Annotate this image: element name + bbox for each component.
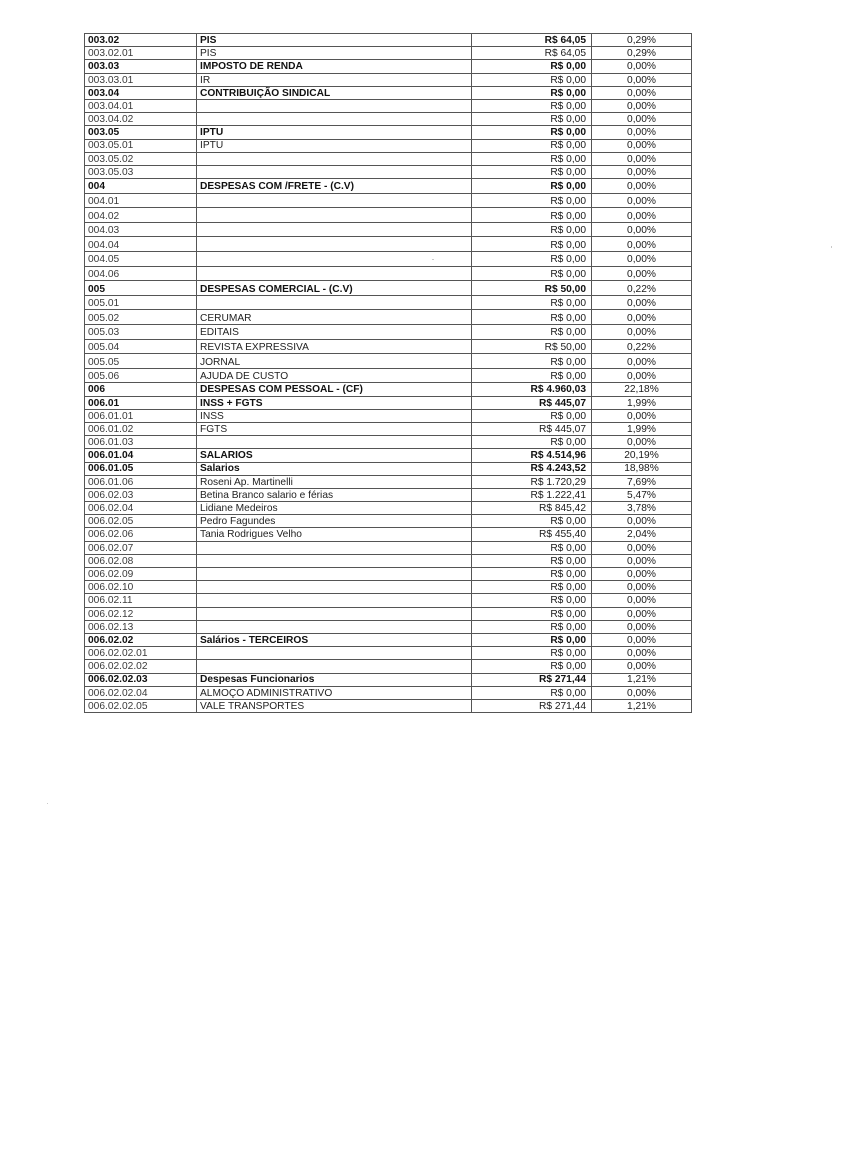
row-percent: 0,00% — [592, 620, 692, 633]
table-row — [85, 436, 692, 449]
row-description — [197, 581, 472, 594]
row-code: 003.04.01 — [85, 99, 197, 112]
row-code: 006.02.06 — [85, 528, 197, 541]
row-value: R$ 0,00 — [472, 436, 592, 449]
row-description: Salarios — [197, 462, 472, 475]
row-percent: 0,00% — [592, 594, 692, 607]
row-description: FGTS — [197, 422, 472, 435]
row-code: 006.02.11 — [85, 594, 197, 607]
row-percent: 5,47% — [592, 488, 692, 501]
row-value: R$ 0,00 — [472, 647, 592, 660]
row-code: 004.06 — [85, 266, 197, 281]
row-code: 006.02.05 — [85, 515, 197, 528]
scan-speck — [831, 246, 832, 248]
row-description: INSS — [197, 409, 472, 422]
table-row — [85, 126, 692, 139]
table-row — [85, 208, 692, 223]
row-code: 003.04 — [85, 86, 197, 99]
row-code: 003.05 — [85, 126, 197, 139]
row-value: R$ 4.514,96 — [472, 449, 592, 462]
table-row — [85, 568, 692, 581]
row-code: 006.01.03 — [85, 436, 197, 449]
row-description: CERUMAR — [197, 310, 472, 325]
row-percent: 1,21% — [592, 699, 692, 712]
row-percent: 0,00% — [592, 515, 692, 528]
row-description: SALARIOS — [197, 449, 472, 462]
row-percent: 1,21% — [592, 673, 692, 686]
row-code: 005.05 — [85, 354, 197, 369]
row-code: 006 — [85, 383, 197, 396]
table-row — [85, 488, 692, 501]
row-code: 006.02.04 — [85, 502, 197, 515]
row-description: Salários - TERCEIROS — [197, 633, 472, 646]
row-code: 005.02 — [85, 310, 197, 325]
row-code: 005.04 — [85, 339, 197, 354]
row-percent: 0,00% — [592, 208, 692, 223]
row-value: R$ 445,07 — [472, 396, 592, 409]
row-description: IPTU — [197, 126, 472, 139]
row-description: Tania Rodrigues Velho — [197, 528, 472, 541]
row-code: 004.04 — [85, 237, 197, 252]
row-description — [197, 222, 472, 237]
row-percent: 0,29% — [592, 34, 692, 47]
row-value: R$ 0,00 — [472, 325, 592, 340]
row-description: DESPESAS COM /FRETE - (C.V) — [197, 179, 472, 194]
row-value: R$ 0,00 — [472, 126, 592, 139]
table-row — [85, 99, 692, 112]
row-value: R$ 0,00 — [472, 99, 592, 112]
row-description — [197, 660, 472, 673]
row-value: R$ 50,00 — [472, 339, 592, 354]
row-description — [197, 647, 472, 660]
row-value: R$ 0,00 — [472, 607, 592, 620]
row-description: Despesas Funcionarios — [197, 673, 472, 686]
row-code: 005.06 — [85, 368, 197, 383]
row-code: 004.05 — [85, 252, 197, 267]
row-description — [197, 295, 472, 310]
row-description — [197, 252, 472, 267]
row-percent: 0,00% — [592, 325, 692, 340]
table-row — [85, 252, 692, 267]
row-description: AJUDA DE CUSTO — [197, 368, 472, 383]
table-row — [85, 541, 692, 554]
row-description: Lidiane Medeiros — [197, 502, 472, 515]
row-percent: 0,00% — [592, 179, 692, 194]
row-percent: 0,00% — [592, 647, 692, 660]
table-row — [85, 633, 692, 646]
expense-sheet — [84, 33, 691, 713]
table-row — [85, 47, 692, 60]
row-description: INSS + FGTS — [197, 396, 472, 409]
row-code: 003.03.01 — [85, 73, 197, 86]
row-code: 006.02.13 — [85, 620, 197, 633]
table-row — [85, 139, 692, 152]
row-percent: 3,78% — [592, 502, 692, 515]
row-code: 006.01.02 — [85, 422, 197, 435]
table-row — [85, 554, 692, 567]
scan-speck — [432, 259, 434, 260]
row-value: R$ 4.243,52 — [472, 462, 592, 475]
row-description: JORNAL — [197, 354, 472, 369]
table-row — [85, 409, 692, 422]
table-row — [85, 310, 692, 325]
row-value: R$ 0,00 — [472, 568, 592, 581]
row-code: 006.02.09 — [85, 568, 197, 581]
row-percent: 0,00% — [592, 436, 692, 449]
table-row — [85, 607, 692, 620]
row-description — [197, 620, 472, 633]
row-code: 006.02.02 — [85, 633, 197, 646]
row-description — [197, 436, 472, 449]
row-percent: 0,00% — [592, 568, 692, 581]
row-percent: 22,18% — [592, 383, 692, 396]
row-percent: 0,00% — [592, 686, 692, 699]
row-description — [197, 113, 472, 126]
row-value: R$ 0,00 — [472, 354, 592, 369]
row-percent: 0,00% — [592, 237, 692, 252]
row-description: EDITAIS — [197, 325, 472, 340]
row-percent: 0,00% — [592, 222, 692, 237]
row-description: REVISTA EXPRESSIVA — [197, 339, 472, 354]
table-row — [85, 383, 692, 396]
row-percent: 0,29% — [592, 47, 692, 60]
row-code: 004.03 — [85, 222, 197, 237]
row-code: 005 — [85, 281, 197, 296]
row-code: 006.02.02.01 — [85, 647, 197, 660]
row-code: 003.05.03 — [85, 165, 197, 178]
row-value: R$ 0,00 — [472, 633, 592, 646]
table-row — [85, 673, 692, 686]
row-percent: 0,00% — [592, 607, 692, 620]
row-value: R$ 0,00 — [472, 554, 592, 567]
row-percent: 0,00% — [592, 99, 692, 112]
row-description: Betina Branco salario e férias — [197, 488, 472, 501]
row-description — [197, 208, 472, 223]
row-code: 006.02.02.05 — [85, 699, 197, 712]
row-code: 006.01.05 — [85, 462, 197, 475]
row-value: R$ 455,40 — [472, 528, 592, 541]
row-description: ALMOÇO ADMINISTRATIVO — [197, 686, 472, 699]
row-value: R$ 1.222,41 — [472, 488, 592, 501]
row-value: R$ 1.720,29 — [472, 475, 592, 488]
row-percent: 0,00% — [592, 581, 692, 594]
table-row — [85, 502, 692, 515]
table-row — [85, 449, 692, 462]
row-value: R$ 0,00 — [472, 310, 592, 325]
row-value: R$ 0,00 — [472, 208, 592, 223]
row-percent: 0,00% — [592, 193, 692, 208]
row-code: 003.05.01 — [85, 139, 197, 152]
expense-table-body — [85, 34, 692, 713]
row-value: R$ 0,00 — [472, 295, 592, 310]
row-percent: 0,00% — [592, 660, 692, 673]
row-percent: 0,00% — [592, 113, 692, 126]
table-row — [85, 660, 692, 673]
table-row — [85, 34, 692, 47]
row-value: R$ 64,05 — [472, 34, 592, 47]
row-percent: 1,99% — [592, 396, 692, 409]
row-value: R$ 0,00 — [472, 179, 592, 194]
row-value: R$ 271,44 — [472, 673, 592, 686]
row-description — [197, 568, 472, 581]
table-row — [85, 73, 692, 86]
table-row — [85, 60, 692, 73]
row-code: 006.02.08 — [85, 554, 197, 567]
row-percent: 0,00% — [592, 126, 692, 139]
table-row — [85, 339, 692, 354]
table-row — [85, 396, 692, 409]
row-value: R$ 0,00 — [472, 515, 592, 528]
table-row — [85, 179, 692, 194]
table-row — [85, 222, 692, 237]
row-percent: 0,00% — [592, 295, 692, 310]
row-percent: 0,00% — [592, 73, 692, 86]
row-code: 006.02.12 — [85, 607, 197, 620]
row-percent: 0,22% — [592, 339, 692, 354]
row-value: R$ 0,00 — [472, 193, 592, 208]
row-percent: 2,04% — [592, 528, 692, 541]
row-description — [197, 99, 472, 112]
row-description — [197, 541, 472, 554]
row-percent: 1,99% — [592, 422, 692, 435]
row-code: 004 — [85, 179, 197, 194]
row-description: Pedro Fagundes — [197, 515, 472, 528]
row-code: 006.02.03 — [85, 488, 197, 501]
row-value: R$ 845,42 — [472, 502, 592, 515]
row-code: 006.02.10 — [85, 581, 197, 594]
row-description — [197, 554, 472, 567]
row-value: R$ 271,44 — [472, 699, 592, 712]
row-code: 006.02.02.04 — [85, 686, 197, 699]
row-percent: 0,00% — [592, 165, 692, 178]
row-value: R$ 0,00 — [472, 686, 592, 699]
row-percent: 0,00% — [592, 541, 692, 554]
row-value: R$ 0,00 — [472, 620, 592, 633]
row-code: 005.03 — [85, 325, 197, 340]
row-value: R$ 0,00 — [472, 222, 592, 237]
table-row — [85, 528, 692, 541]
row-percent: 0,00% — [592, 60, 692, 73]
row-code: 003.04.02 — [85, 113, 197, 126]
row-percent: 7,69% — [592, 475, 692, 488]
row-value: R$ 0,00 — [472, 541, 592, 554]
row-description: VALE TRANSPORTES — [197, 699, 472, 712]
row-code: 004.02 — [85, 208, 197, 223]
row-code: 003.02.01 — [85, 47, 197, 60]
table-row — [85, 193, 692, 208]
row-percent: 0,00% — [592, 266, 692, 281]
row-value: R$ 0,00 — [472, 660, 592, 673]
row-value: R$ 0,00 — [472, 368, 592, 383]
row-description: IPTU — [197, 139, 472, 152]
row-value: R$ 0,00 — [472, 73, 592, 86]
table-row — [85, 354, 692, 369]
table-row — [85, 581, 692, 594]
row-value: R$ 64,05 — [472, 47, 592, 60]
row-percent: 0,22% — [592, 281, 692, 296]
table-row — [85, 594, 692, 607]
row-code: 006.02.07 — [85, 541, 197, 554]
row-value: R$ 0,00 — [472, 252, 592, 267]
row-description: IR — [197, 73, 472, 86]
row-code: 006.02.02.02 — [85, 660, 197, 673]
row-description: DESPESAS COM PESSOAL - (CF) — [197, 383, 472, 396]
row-description: PIS — [197, 47, 472, 60]
row-description — [197, 237, 472, 252]
row-value: R$ 0,00 — [472, 237, 592, 252]
table-row — [85, 152, 692, 165]
row-percent: 0,00% — [592, 310, 692, 325]
row-percent: 0,00% — [592, 152, 692, 165]
row-percent: 0,00% — [592, 139, 692, 152]
row-code: 006.01.06 — [85, 475, 197, 488]
row-value: R$ 0,00 — [472, 581, 592, 594]
table-row — [85, 325, 692, 340]
expense-table — [84, 33, 692, 713]
row-value: R$ 0,00 — [472, 266, 592, 281]
row-value: R$ 0,00 — [472, 139, 592, 152]
table-row — [85, 686, 692, 699]
row-value: R$ 445,07 — [472, 422, 592, 435]
row-percent: 0,00% — [592, 354, 692, 369]
row-value: R$ 0,00 — [472, 86, 592, 99]
row-description — [197, 266, 472, 281]
table-row — [85, 515, 692, 528]
row-value: R$ 50,00 — [472, 281, 592, 296]
row-description — [197, 193, 472, 208]
row-description: IMPOSTO DE RENDA — [197, 60, 472, 73]
row-percent: 0,00% — [592, 86, 692, 99]
row-description — [197, 607, 472, 620]
table-row — [85, 237, 692, 252]
row-percent: 20,19% — [592, 449, 692, 462]
table-row — [85, 475, 692, 488]
row-code: 005.01 — [85, 295, 197, 310]
table-row — [85, 462, 692, 475]
row-value: R$ 0,00 — [472, 409, 592, 422]
table-row — [85, 281, 692, 296]
row-percent: 0,00% — [592, 409, 692, 422]
row-value: R$ 0,00 — [472, 165, 592, 178]
row-percent: 0,00% — [592, 368, 692, 383]
row-code: 006.02.02.03 — [85, 673, 197, 686]
table-row — [85, 165, 692, 178]
table-row — [85, 86, 692, 99]
row-description: PIS — [197, 34, 472, 47]
scan-speck — [47, 803, 48, 804]
row-description: DESPESAS COMERCIAL - (C.V) — [197, 281, 472, 296]
row-code: 003.03 — [85, 60, 197, 73]
table-row — [85, 647, 692, 660]
row-description — [197, 165, 472, 178]
row-value: R$ 0,00 — [472, 594, 592, 607]
row-description — [197, 152, 472, 165]
row-code: 006.01.04 — [85, 449, 197, 462]
row-code: 003.05.02 — [85, 152, 197, 165]
row-percent: 0,00% — [592, 633, 692, 646]
row-code: 004.01 — [85, 193, 197, 208]
row-code: 003.02 — [85, 34, 197, 47]
row-percent: 0,00% — [592, 554, 692, 567]
table-row — [85, 113, 692, 126]
row-percent: 0,00% — [592, 252, 692, 267]
row-percent: 18,98% — [592, 462, 692, 475]
row-value: R$ 0,00 — [472, 152, 592, 165]
row-value: R$ 0,00 — [472, 60, 592, 73]
row-description — [197, 594, 472, 607]
table-row — [85, 699, 692, 712]
table-row — [85, 422, 692, 435]
row-value: R$ 4.960,03 — [472, 383, 592, 396]
table-row — [85, 620, 692, 633]
table-row — [85, 368, 692, 383]
table-row — [85, 266, 692, 281]
table-row — [85, 295, 692, 310]
row-value: R$ 0,00 — [472, 113, 592, 126]
row-description: CONTRIBUIÇÃO SINDICAL — [197, 86, 472, 99]
row-description: Roseni Ap. Martinelli — [197, 475, 472, 488]
row-code: 006.01 — [85, 396, 197, 409]
row-code: 006.01.01 — [85, 409, 197, 422]
